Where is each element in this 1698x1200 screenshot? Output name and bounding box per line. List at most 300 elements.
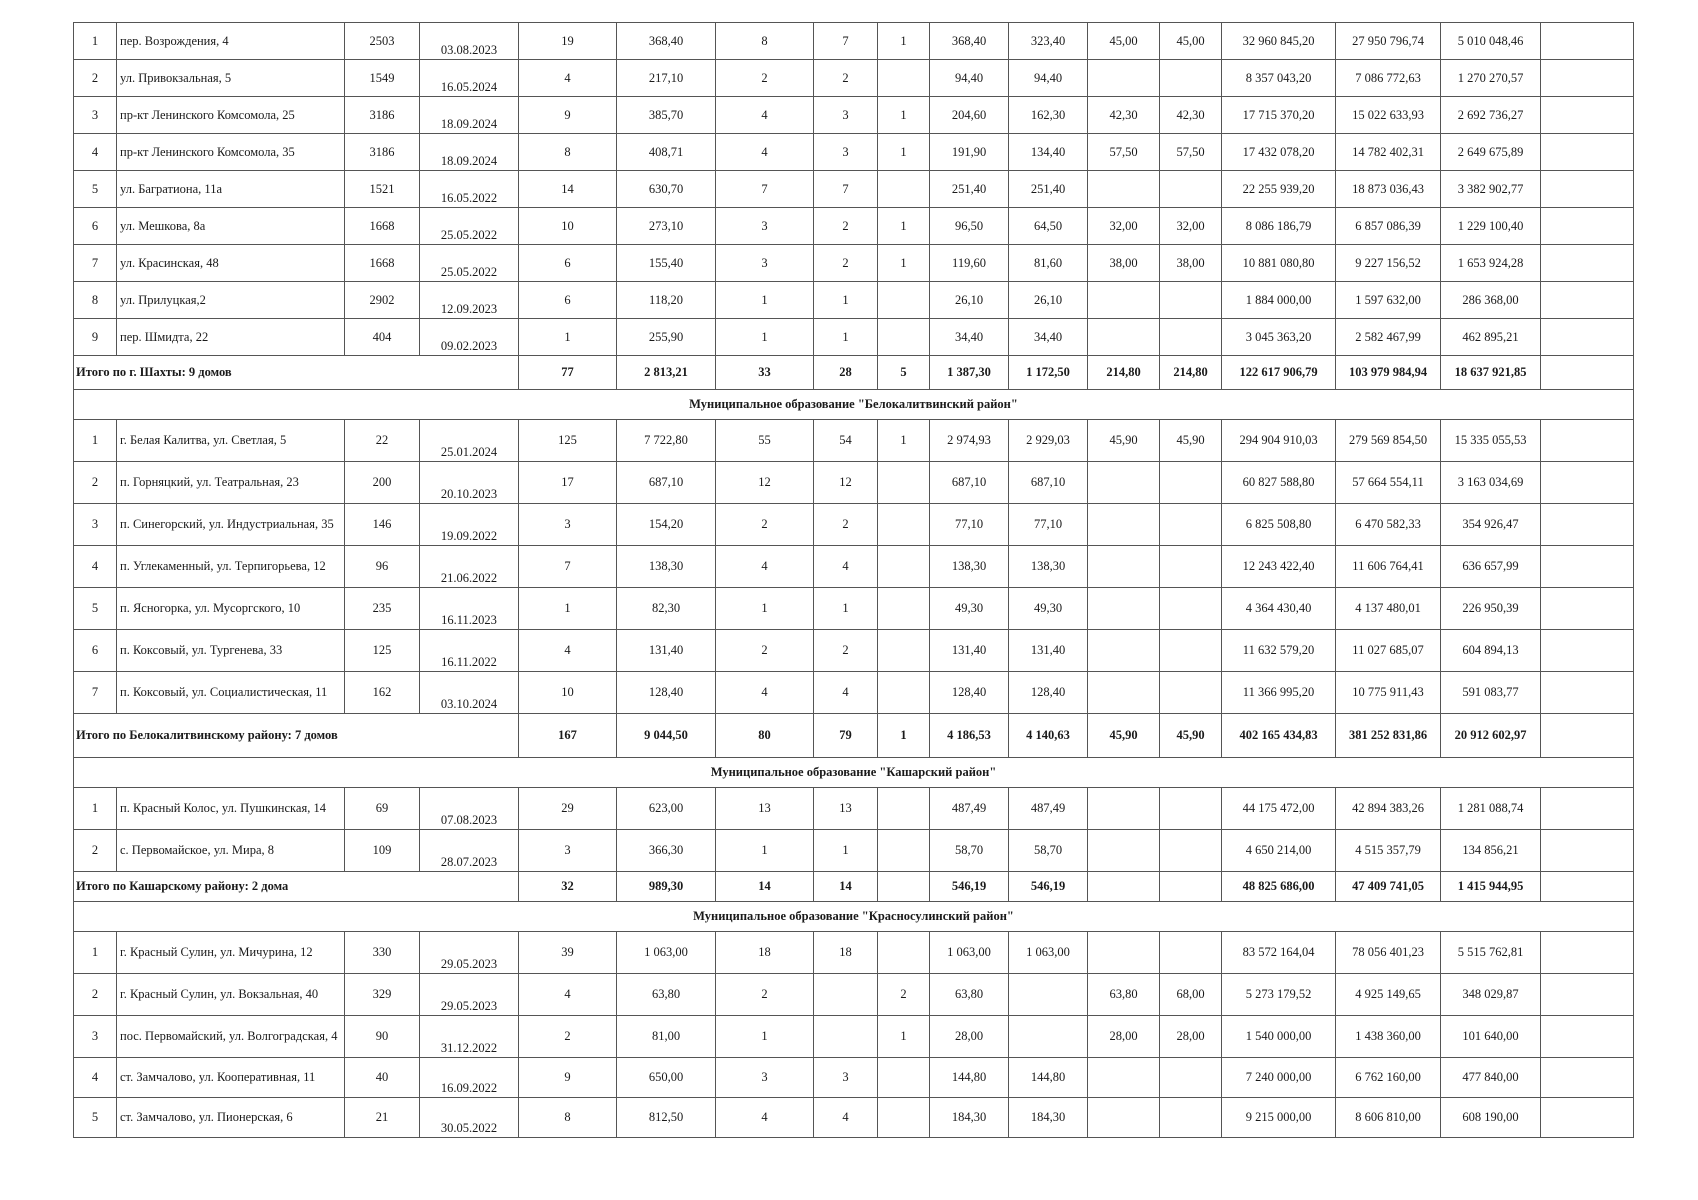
address-cell: пр-кт Ленинского Комсомола, 25 xyxy=(117,97,345,134)
value-cell: 354 926,47 xyxy=(1441,504,1541,546)
value-cell: 1 xyxy=(716,1016,814,1058)
row-number: 2 xyxy=(74,462,117,504)
total-value-cell: 18 637 921,85 xyxy=(1441,356,1541,390)
value-cell: 184,30 xyxy=(930,1098,1009,1138)
address-cell: п. Горняцкий, ул. Театральная, 23 xyxy=(117,462,345,504)
value-cell: 191,90 xyxy=(930,134,1009,171)
value-cell: 1 xyxy=(878,1016,930,1058)
value-cell: 812,50 xyxy=(617,1098,716,1138)
row-number: 5 xyxy=(74,588,117,630)
value-cell xyxy=(1541,974,1634,1016)
value-cell: 687,10 xyxy=(617,462,716,504)
address-cell: г. Красный Сулин, ул. Мичурина, 12 xyxy=(117,932,345,974)
value-cell xyxy=(878,1058,930,1098)
address-cell: пос. Первомайский, ул. Волгоградская, 4 xyxy=(117,1016,345,1058)
value-cell xyxy=(1088,830,1160,872)
value-cell: 81,00 xyxy=(617,1016,716,1058)
value-cell: 8 xyxy=(716,23,814,60)
table-body xyxy=(74,23,1634,1138)
section-title: Муниципальное образование "Кашарский район" xyxy=(74,758,1634,788)
doc-number-cell: 69 xyxy=(345,788,420,830)
table-row xyxy=(74,1098,1634,1138)
value-cell: 11 606 764,41 xyxy=(1336,546,1441,588)
table-row xyxy=(74,245,1634,282)
table-row xyxy=(74,830,1634,872)
address-cell: ул. Привокзальная, 5 xyxy=(117,60,345,97)
doc-number-cell: 1549 xyxy=(345,60,420,97)
section-header-row xyxy=(74,758,1634,788)
value-cell: 82,30 xyxy=(617,588,716,630)
row-number: 6 xyxy=(74,630,117,672)
total-value-cell: 1 172,50 xyxy=(1009,356,1088,390)
value-cell: 134 856,21 xyxy=(1441,830,1541,872)
total-value-cell: 79 xyxy=(814,714,878,758)
value-cell xyxy=(1541,462,1634,504)
value-cell: 1 xyxy=(878,245,930,282)
value-cell: 279 569 854,50 xyxy=(1336,420,1441,462)
value-cell xyxy=(1541,23,1634,60)
value-cell: 58,70 xyxy=(930,830,1009,872)
value-cell: 119,60 xyxy=(930,245,1009,282)
value-cell: 58,70 xyxy=(1009,830,1088,872)
row-number: 2 xyxy=(74,830,117,872)
value-cell xyxy=(1541,208,1634,245)
table-row xyxy=(74,23,1634,60)
address-cell: п. Коксовый, ул. Социалистическая, 11 xyxy=(117,672,345,714)
value-cell: 650,00 xyxy=(617,1058,716,1098)
value-cell: 10 xyxy=(519,672,617,714)
row-number: 3 xyxy=(74,1016,117,1058)
value-cell xyxy=(814,1016,878,1058)
value-cell: 77,10 xyxy=(1009,504,1088,546)
value-cell: 155,40 xyxy=(617,245,716,282)
value-cell: 226 950,39 xyxy=(1441,588,1541,630)
value-cell: 1 xyxy=(814,282,878,319)
total-value-cell: 5 xyxy=(878,356,930,390)
address-cell: г. Красный Сулин, ул. Вокзальная, 40 xyxy=(117,974,345,1016)
row-number: 2 xyxy=(74,974,117,1016)
value-cell: 13 xyxy=(814,788,878,830)
doc-number-cell: 96 xyxy=(345,546,420,588)
doc-date-cell: 09.02.2023 xyxy=(420,319,519,356)
value-cell: 1 xyxy=(716,319,814,356)
doc-number-cell: 3186 xyxy=(345,134,420,171)
table-row xyxy=(74,1058,1634,1098)
value-cell xyxy=(878,504,930,546)
value-cell xyxy=(1088,1098,1160,1138)
value-cell: 34,40 xyxy=(1009,319,1088,356)
value-cell xyxy=(1088,672,1160,714)
doc-number-cell: 1521 xyxy=(345,171,420,208)
value-cell: 26,10 xyxy=(1009,282,1088,319)
doc-date-cell: 16.05.2022 xyxy=(420,171,519,208)
value-cell: 18 873 036,43 xyxy=(1336,171,1441,208)
value-cell: 10 881 080,80 xyxy=(1222,245,1336,282)
value-cell: 96,50 xyxy=(930,208,1009,245)
value-cell xyxy=(1088,788,1160,830)
total-value-cell: 1 xyxy=(878,714,930,758)
doc-date-cell: 03.10.2024 xyxy=(420,672,519,714)
total-row xyxy=(74,714,1634,758)
doc-number-cell: 162 xyxy=(345,672,420,714)
total-label: Итого по г. Шахты: 9 домов xyxy=(74,356,519,390)
value-cell xyxy=(1541,319,1634,356)
value-cell: 9 227 156,52 xyxy=(1336,245,1441,282)
value-cell xyxy=(1088,282,1160,319)
value-cell xyxy=(814,974,878,1016)
value-cell: 7 xyxy=(814,171,878,208)
value-cell: 1 884 000,00 xyxy=(1222,282,1336,319)
total-value-cell: 33 xyxy=(716,356,814,390)
value-cell: 4 xyxy=(716,546,814,588)
value-cell: 57,50 xyxy=(1160,134,1222,171)
value-cell: 3 xyxy=(814,1058,878,1098)
value-cell: 4 515 357,79 xyxy=(1336,830,1441,872)
address-cell: ст. Замчалово, ул. Кооперативная, 11 xyxy=(117,1058,345,1098)
value-cell: 348 029,87 xyxy=(1441,974,1541,1016)
value-cell: 2 xyxy=(716,974,814,1016)
value-cell xyxy=(1541,546,1634,588)
value-cell: 3 xyxy=(519,504,617,546)
value-cell: 477 840,00 xyxy=(1441,1058,1541,1098)
total-label: Итого по Кашарскому району: 2 дома xyxy=(74,872,519,902)
address-cell: г. Белая Калитва, ул. Светлая, 5 xyxy=(117,420,345,462)
value-cell xyxy=(1541,504,1634,546)
register-table xyxy=(73,22,1626,1138)
value-cell: 2 xyxy=(716,504,814,546)
total-value-cell xyxy=(1088,872,1160,902)
value-cell: 2 974,93 xyxy=(930,420,1009,462)
doc-number-cell: 21 xyxy=(345,1098,420,1138)
value-cell: 26,10 xyxy=(930,282,1009,319)
value-cell: 7 086 772,63 xyxy=(1336,60,1441,97)
value-cell: 1 063,00 xyxy=(1009,932,1088,974)
table-row xyxy=(74,420,1634,462)
value-cell xyxy=(1541,97,1634,134)
table-row xyxy=(74,672,1634,714)
value-cell: 4 xyxy=(814,672,878,714)
value-cell: 18 xyxy=(716,932,814,974)
doc-date-cell: 25.05.2022 xyxy=(420,245,519,282)
value-cell xyxy=(1541,245,1634,282)
total-value-cell: 45,90 xyxy=(1160,714,1222,758)
doc-date-cell: 16.09.2022 xyxy=(420,1058,519,1098)
value-cell: 138,30 xyxy=(1009,546,1088,588)
value-cell: 2 649 675,89 xyxy=(1441,134,1541,171)
value-cell xyxy=(1088,588,1160,630)
doc-number-cell: 1668 xyxy=(345,208,420,245)
row-number: 1 xyxy=(74,420,117,462)
value-cell: 630,70 xyxy=(617,171,716,208)
value-cell: 462 895,21 xyxy=(1441,319,1541,356)
value-cell xyxy=(1541,282,1634,319)
section-header-row xyxy=(74,390,1634,420)
value-cell: 487,49 xyxy=(1009,788,1088,830)
total-value-cell: 4 140,63 xyxy=(1009,714,1088,758)
doc-number-cell: 40 xyxy=(345,1058,420,1098)
value-cell: 1 xyxy=(814,319,878,356)
value-cell xyxy=(1088,319,1160,356)
doc-date-cell: 18.09.2024 xyxy=(420,97,519,134)
value-cell: 1 xyxy=(814,830,878,872)
total-value-cell: 45,90 xyxy=(1088,714,1160,758)
table-row xyxy=(74,1016,1634,1058)
value-cell: 14 xyxy=(519,171,617,208)
value-cell: 13 xyxy=(716,788,814,830)
doc-number-cell: 146 xyxy=(345,504,420,546)
value-cell: 42,30 xyxy=(1088,97,1160,134)
value-cell: 42 894 383,26 xyxy=(1336,788,1441,830)
value-cell: 1 xyxy=(814,588,878,630)
value-cell: 5 010 048,46 xyxy=(1441,23,1541,60)
value-cell: 1 281 088,74 xyxy=(1441,788,1541,830)
value-cell xyxy=(1541,672,1634,714)
table-row xyxy=(74,134,1634,171)
value-cell: 8 xyxy=(519,134,617,171)
value-cell: 6 470 582,33 xyxy=(1336,504,1441,546)
table-row xyxy=(74,504,1634,546)
value-cell: 4 xyxy=(716,134,814,171)
value-cell: 12 xyxy=(814,462,878,504)
value-cell: 101 640,00 xyxy=(1441,1016,1541,1058)
value-cell: 9 xyxy=(519,1058,617,1098)
value-cell: 8 xyxy=(519,1098,617,1138)
value-cell: 4 xyxy=(814,1098,878,1138)
value-cell: 687,10 xyxy=(930,462,1009,504)
total-value-cell: 546,19 xyxy=(930,872,1009,902)
value-cell: 45,00 xyxy=(1160,23,1222,60)
total-value-cell xyxy=(1541,356,1634,390)
table-row xyxy=(74,588,1634,630)
value-cell: 144,80 xyxy=(930,1058,1009,1098)
value-cell: 4 xyxy=(716,672,814,714)
value-cell: 144,80 xyxy=(1009,1058,1088,1098)
value-cell: 6 762 160,00 xyxy=(1336,1058,1441,1098)
doc-number-cell: 2503 xyxy=(345,23,420,60)
value-cell xyxy=(1088,462,1160,504)
value-cell xyxy=(1541,420,1634,462)
address-cell: ул. Мешкова, 8а xyxy=(117,208,345,245)
doc-date-cell: 30.05.2022 xyxy=(420,1098,519,1138)
doc-date-cell: 16.11.2023 xyxy=(420,588,519,630)
value-cell: 2 xyxy=(814,245,878,282)
value-cell: 6 857 086,39 xyxy=(1336,208,1441,245)
value-cell: 4 925 149,65 xyxy=(1336,974,1441,1016)
value-cell xyxy=(878,546,930,588)
value-cell: 10 xyxy=(519,208,617,245)
total-value-cell: 9 044,50 xyxy=(617,714,716,758)
value-cell: 1 xyxy=(519,588,617,630)
value-cell: 255,90 xyxy=(617,319,716,356)
value-cell: 368,40 xyxy=(617,23,716,60)
row-number: 1 xyxy=(74,23,117,60)
doc-number-cell: 330 xyxy=(345,932,420,974)
value-cell: 4 xyxy=(519,60,617,97)
value-cell: 18 xyxy=(814,932,878,974)
total-value-cell: 122 617 906,79 xyxy=(1222,356,1336,390)
row-number: 4 xyxy=(74,1058,117,1098)
row-number: 6 xyxy=(74,208,117,245)
value-cell: 118,20 xyxy=(617,282,716,319)
doc-date-cell: 21.06.2022 xyxy=(420,546,519,588)
doc-date-cell: 07.08.2023 xyxy=(420,788,519,830)
value-cell xyxy=(1160,462,1222,504)
value-cell: 184,30 xyxy=(1009,1098,1088,1138)
total-label: Итого по Белокалитвинскому району: 7 домов xyxy=(74,714,519,758)
table-row xyxy=(74,60,1634,97)
value-cell: 1 xyxy=(878,134,930,171)
value-cell: 29 xyxy=(519,788,617,830)
value-cell: 1 540 000,00 xyxy=(1222,1016,1336,1058)
value-cell: 217,10 xyxy=(617,60,716,97)
value-cell: 38,00 xyxy=(1160,245,1222,282)
total-value-cell xyxy=(878,872,930,902)
doc-date-cell: 16.11.2022 xyxy=(420,630,519,672)
section-title: Муниципальное образование "Белокалитвинский район" xyxy=(74,390,1634,420)
value-cell: 17 xyxy=(519,462,617,504)
total-value-cell: 32 xyxy=(519,872,617,902)
table-row xyxy=(74,171,1634,208)
doc-number-cell: 109 xyxy=(345,830,420,872)
total-row xyxy=(74,356,1634,390)
row-number: 3 xyxy=(74,504,117,546)
value-cell xyxy=(878,672,930,714)
doc-date-cell: 25.01.2024 xyxy=(420,420,519,462)
value-cell xyxy=(1160,60,1222,97)
value-cell xyxy=(1541,830,1634,872)
value-cell: 7 240 000,00 xyxy=(1222,1058,1336,1098)
address-cell: пер. Возрождения, 4 xyxy=(117,23,345,60)
value-cell: 323,40 xyxy=(1009,23,1088,60)
value-cell: 5 273 179,52 xyxy=(1222,974,1336,1016)
value-cell: 63,80 xyxy=(1088,974,1160,1016)
value-cell xyxy=(878,319,930,356)
value-cell xyxy=(1088,60,1160,97)
doc-date-cell: 16.05.2024 xyxy=(420,60,519,97)
value-cell: 34,40 xyxy=(930,319,1009,356)
value-cell: 154,20 xyxy=(617,504,716,546)
doc-number-cell: 235 xyxy=(345,588,420,630)
value-cell: 7 xyxy=(814,23,878,60)
value-cell: 2 692 736,27 xyxy=(1441,97,1541,134)
value-cell xyxy=(1160,546,1222,588)
value-cell xyxy=(1088,546,1160,588)
doc-date-cell: 19.09.2022 xyxy=(420,504,519,546)
total-value-cell xyxy=(1541,714,1634,758)
value-cell: 3 xyxy=(716,245,814,282)
value-cell: 128,40 xyxy=(1009,672,1088,714)
total-value-cell: 48 825 686,00 xyxy=(1222,872,1336,902)
total-value-cell: 2 813,21 xyxy=(617,356,716,390)
total-value-cell xyxy=(1160,872,1222,902)
value-cell: 94,40 xyxy=(1009,60,1088,97)
value-cell: 1 229 100,40 xyxy=(1441,208,1541,245)
value-cell: 128,40 xyxy=(617,672,716,714)
value-cell xyxy=(1088,1058,1160,1098)
value-cell: 591 083,77 xyxy=(1441,672,1541,714)
value-cell: 1 xyxy=(716,282,814,319)
value-cell: 3 xyxy=(716,1058,814,1098)
address-cell: п. Углекаменный, ул. Терпигорьева, 12 xyxy=(117,546,345,588)
total-value-cell: 103 979 984,94 xyxy=(1336,356,1441,390)
row-number: 9 xyxy=(74,319,117,356)
doc-number-cell: 404 xyxy=(345,319,420,356)
value-cell: 78 056 401,23 xyxy=(1336,932,1441,974)
value-cell: 1 270 270,57 xyxy=(1441,60,1541,97)
value-cell: 385,70 xyxy=(617,97,716,134)
value-cell: 3 382 902,77 xyxy=(1441,171,1541,208)
value-cell: 3 163 034,69 xyxy=(1441,462,1541,504)
value-cell: 42,30 xyxy=(1160,97,1222,134)
total-value-cell: 28 xyxy=(814,356,878,390)
value-cell: 3 xyxy=(519,830,617,872)
value-cell: 636 657,99 xyxy=(1441,546,1541,588)
value-cell: 3 045 363,20 xyxy=(1222,319,1336,356)
value-cell: 1 xyxy=(878,420,930,462)
value-cell: 1 xyxy=(878,97,930,134)
value-cell: 2 xyxy=(814,60,878,97)
value-cell xyxy=(1541,788,1634,830)
row-number: 8 xyxy=(74,282,117,319)
value-cell: 1 653 924,28 xyxy=(1441,245,1541,282)
value-cell: 11 027 685,07 xyxy=(1336,630,1441,672)
value-cell: 4 xyxy=(519,630,617,672)
value-cell: 19 xyxy=(519,23,617,60)
total-value-cell: 1 387,30 xyxy=(930,356,1009,390)
value-cell: 286 368,00 xyxy=(1441,282,1541,319)
value-cell: 57 664 554,11 xyxy=(1336,462,1441,504)
table-row xyxy=(74,97,1634,134)
value-cell: 15 335 055,53 xyxy=(1441,420,1541,462)
value-cell: 5 515 762,81 xyxy=(1441,932,1541,974)
value-cell xyxy=(878,588,930,630)
value-cell: 3 xyxy=(716,208,814,245)
value-cell: 12 xyxy=(716,462,814,504)
table-row xyxy=(74,974,1634,1016)
table-row xyxy=(74,282,1634,319)
value-cell: 125 xyxy=(519,420,617,462)
value-cell: 1 xyxy=(716,830,814,872)
value-cell: 366,30 xyxy=(617,830,716,872)
value-cell: 7 xyxy=(519,546,617,588)
value-cell: 22 255 939,20 xyxy=(1222,171,1336,208)
value-cell: 28,00 xyxy=(1088,1016,1160,1058)
value-cell: 32,00 xyxy=(1088,208,1160,245)
value-cell: 138,30 xyxy=(930,546,1009,588)
value-cell: 162,30 xyxy=(1009,97,1088,134)
value-cell: 131,40 xyxy=(1009,630,1088,672)
value-cell xyxy=(1541,60,1634,97)
value-cell: 604 894,13 xyxy=(1441,630,1541,672)
value-cell: 4 xyxy=(519,974,617,1016)
address-cell: ул. Прилуцкая,2 xyxy=(117,282,345,319)
value-cell: 408,71 xyxy=(617,134,716,171)
total-value-cell: 1 415 944,95 xyxy=(1441,872,1541,902)
total-value-cell: 381 252 831,86 xyxy=(1336,714,1441,758)
value-cell: 7 xyxy=(716,171,814,208)
value-cell: 2 xyxy=(716,60,814,97)
value-cell: 1 063,00 xyxy=(930,932,1009,974)
address-cell: п. Ясногорка, ул. Мусоргского, 10 xyxy=(117,588,345,630)
value-cell: 487,49 xyxy=(930,788,1009,830)
value-cell: 11 366 995,20 xyxy=(1222,672,1336,714)
doc-date-cell: 28.07.2023 xyxy=(420,830,519,872)
value-cell: 8 086 186,79 xyxy=(1222,208,1336,245)
row-number: 1 xyxy=(74,932,117,974)
value-cell: 368,40 xyxy=(930,23,1009,60)
value-cell: 1 xyxy=(519,319,617,356)
value-cell xyxy=(1160,672,1222,714)
